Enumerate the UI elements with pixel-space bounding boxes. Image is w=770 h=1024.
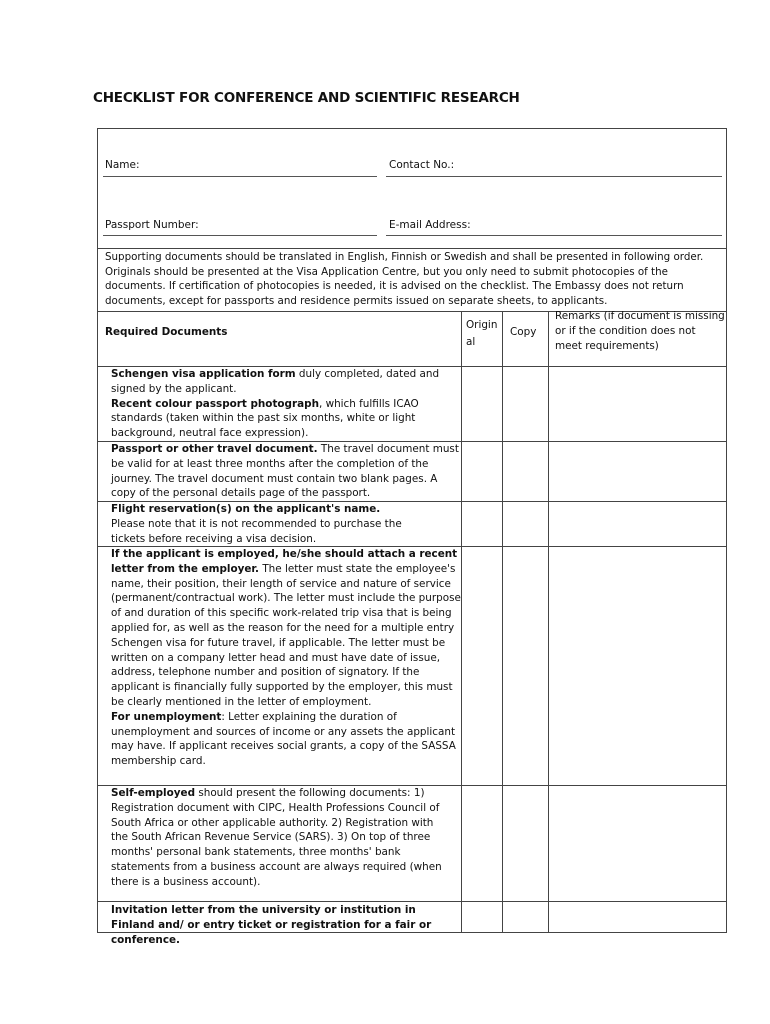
remarks-field[interactable] — [549, 786, 726, 901]
list-item — [111, 502, 411, 546]
original-checkbox[interactable] — [462, 902, 502, 932]
remarks-field[interactable] — [549, 502, 726, 546]
contact-label: Contact No.: — [389, 159, 455, 171]
item-title: Recent colour passport photograph — [111, 397, 319, 410]
copy-checkbox[interactable] — [503, 367, 548, 441]
intro-text: Supporting documents should be translated in English, Finnish or Swedish and shall be presented in following order. Originals should be presented at the Visa Application Centre, but you only need to submit photocopies of the documents. If certification of photocopies is needed, it is advised on the checklist. The Embassy does not return documents, except for passports and residence permits issued on separate sheets, to applicants. — [105, 251, 704, 308]
item-text: duly completed, dated and signed by the applicant. — [111, 368, 440, 395]
item-text: should present the following documents: 1) Registration document with CIPC, Health Professions Council of South Africa or other applicable authority. 2) Registration with the South African Revenue Service (SARS). 3) On top of three months' personal bank statements, three months' bank statements from a business account are always required (when there is a business account). — [111, 787, 442, 888]
name-field[interactable] — [103, 176, 377, 177]
copy-checkbox[interactable] — [503, 502, 548, 546]
remarks-field[interactable] — [549, 547, 726, 785]
item-text: The letter must state the employee's name, their position, their length of service and nature of service (permanent/contractual work). The letter must include the purpose of and duration of this specific work-related trip visa that is being applied for, as well as the reason for the need for a multiple entry Schengen visa for future travel, if applicable. The letter must be written on a company letter head and must have date of issue, address, telephone number and position of signatory. If the applicant is financially fully supported by the employer, this must be clearly mentioned in the letter of employment. — [111, 562, 461, 708]
list-item — [111, 442, 461, 501]
passport-field[interactable] — [103, 235, 377, 236]
copy-checkbox[interactable] — [503, 442, 548, 501]
list-item — [111, 367, 461, 441]
item-title: Passport or other travel document. — [111, 443, 318, 455]
remarks-field[interactable] — [549, 902, 726, 932]
original-checkbox[interactable] — [462, 547, 502, 785]
item-title: If the applicant is employed, he/she should attach a recent letter from the employer. — [111, 548, 458, 575]
copy-checkbox[interactable] — [503, 547, 548, 785]
col-copy: Copy — [510, 326, 537, 338]
copy-checkbox[interactable] — [503, 902, 548, 932]
item-text: Please note that it is not recommended to purchase the tickets before receiving a visa decision. — [111, 517, 402, 545]
page-title: CHECKLIST FOR CONFERENCE AND SCIENTIFIC RESEARCH — [93, 90, 520, 106]
list-item — [111, 786, 451, 890]
original-checkbox[interactable] — [462, 786, 502, 901]
email-label: E-mail Address: — [389, 219, 471, 231]
original-checkbox[interactable] — [462, 442, 502, 501]
item-title: Flight reservation(s) on the applicant's name. — [111, 503, 381, 515]
email-field[interactable] — [386, 235, 722, 236]
item-text: , which fulfills ICAO standards (taken within the past six months, white or light background, neutral face expression). — [111, 397, 419, 440]
list-item — [111, 547, 461, 769]
item-title: Self-employed — [111, 787, 196, 799]
copy-checkbox[interactable] — [503, 786, 548, 901]
item-text: The travel document must be valid for at least three months after the completion of the journey. The travel document must contain two blank pages. A copy of the personal details page of the passport. — [111, 443, 459, 500]
item-title: Schengen visa application form — [111, 368, 296, 380]
col-original: Original — [466, 319, 498, 348]
passport-label: Passport Number: — [105, 219, 199, 231]
name-label: Name: — [105, 159, 140, 171]
divider — [97, 248, 727, 249]
item-title: For unemployment — [111, 710, 222, 723]
remarks-field[interactable] — [549, 367, 726, 441]
contact-field[interactable] — [386, 176, 722, 177]
list-item — [111, 903, 461, 947]
original-checkbox[interactable] — [462, 367, 502, 441]
col-remarks: Remarks (if document is missing or if the condition does not meet requirements) — [555, 310, 725, 352]
original-checkbox[interactable] — [462, 502, 502, 546]
item-text: : Letter explaining the duration of unemployment and sources of income or any assets the applicant may have. If applicant receives social grants, a copy of the SASSA membership card. — [111, 710, 456, 768]
item-title: Invitation letter from the university or institution in Finland and/ or entry ticket or registration for a fair or conference. — [111, 904, 432, 946]
remarks-field[interactable] — [549, 442, 726, 501]
col-required-documents: Required Documents — [105, 326, 228, 338]
